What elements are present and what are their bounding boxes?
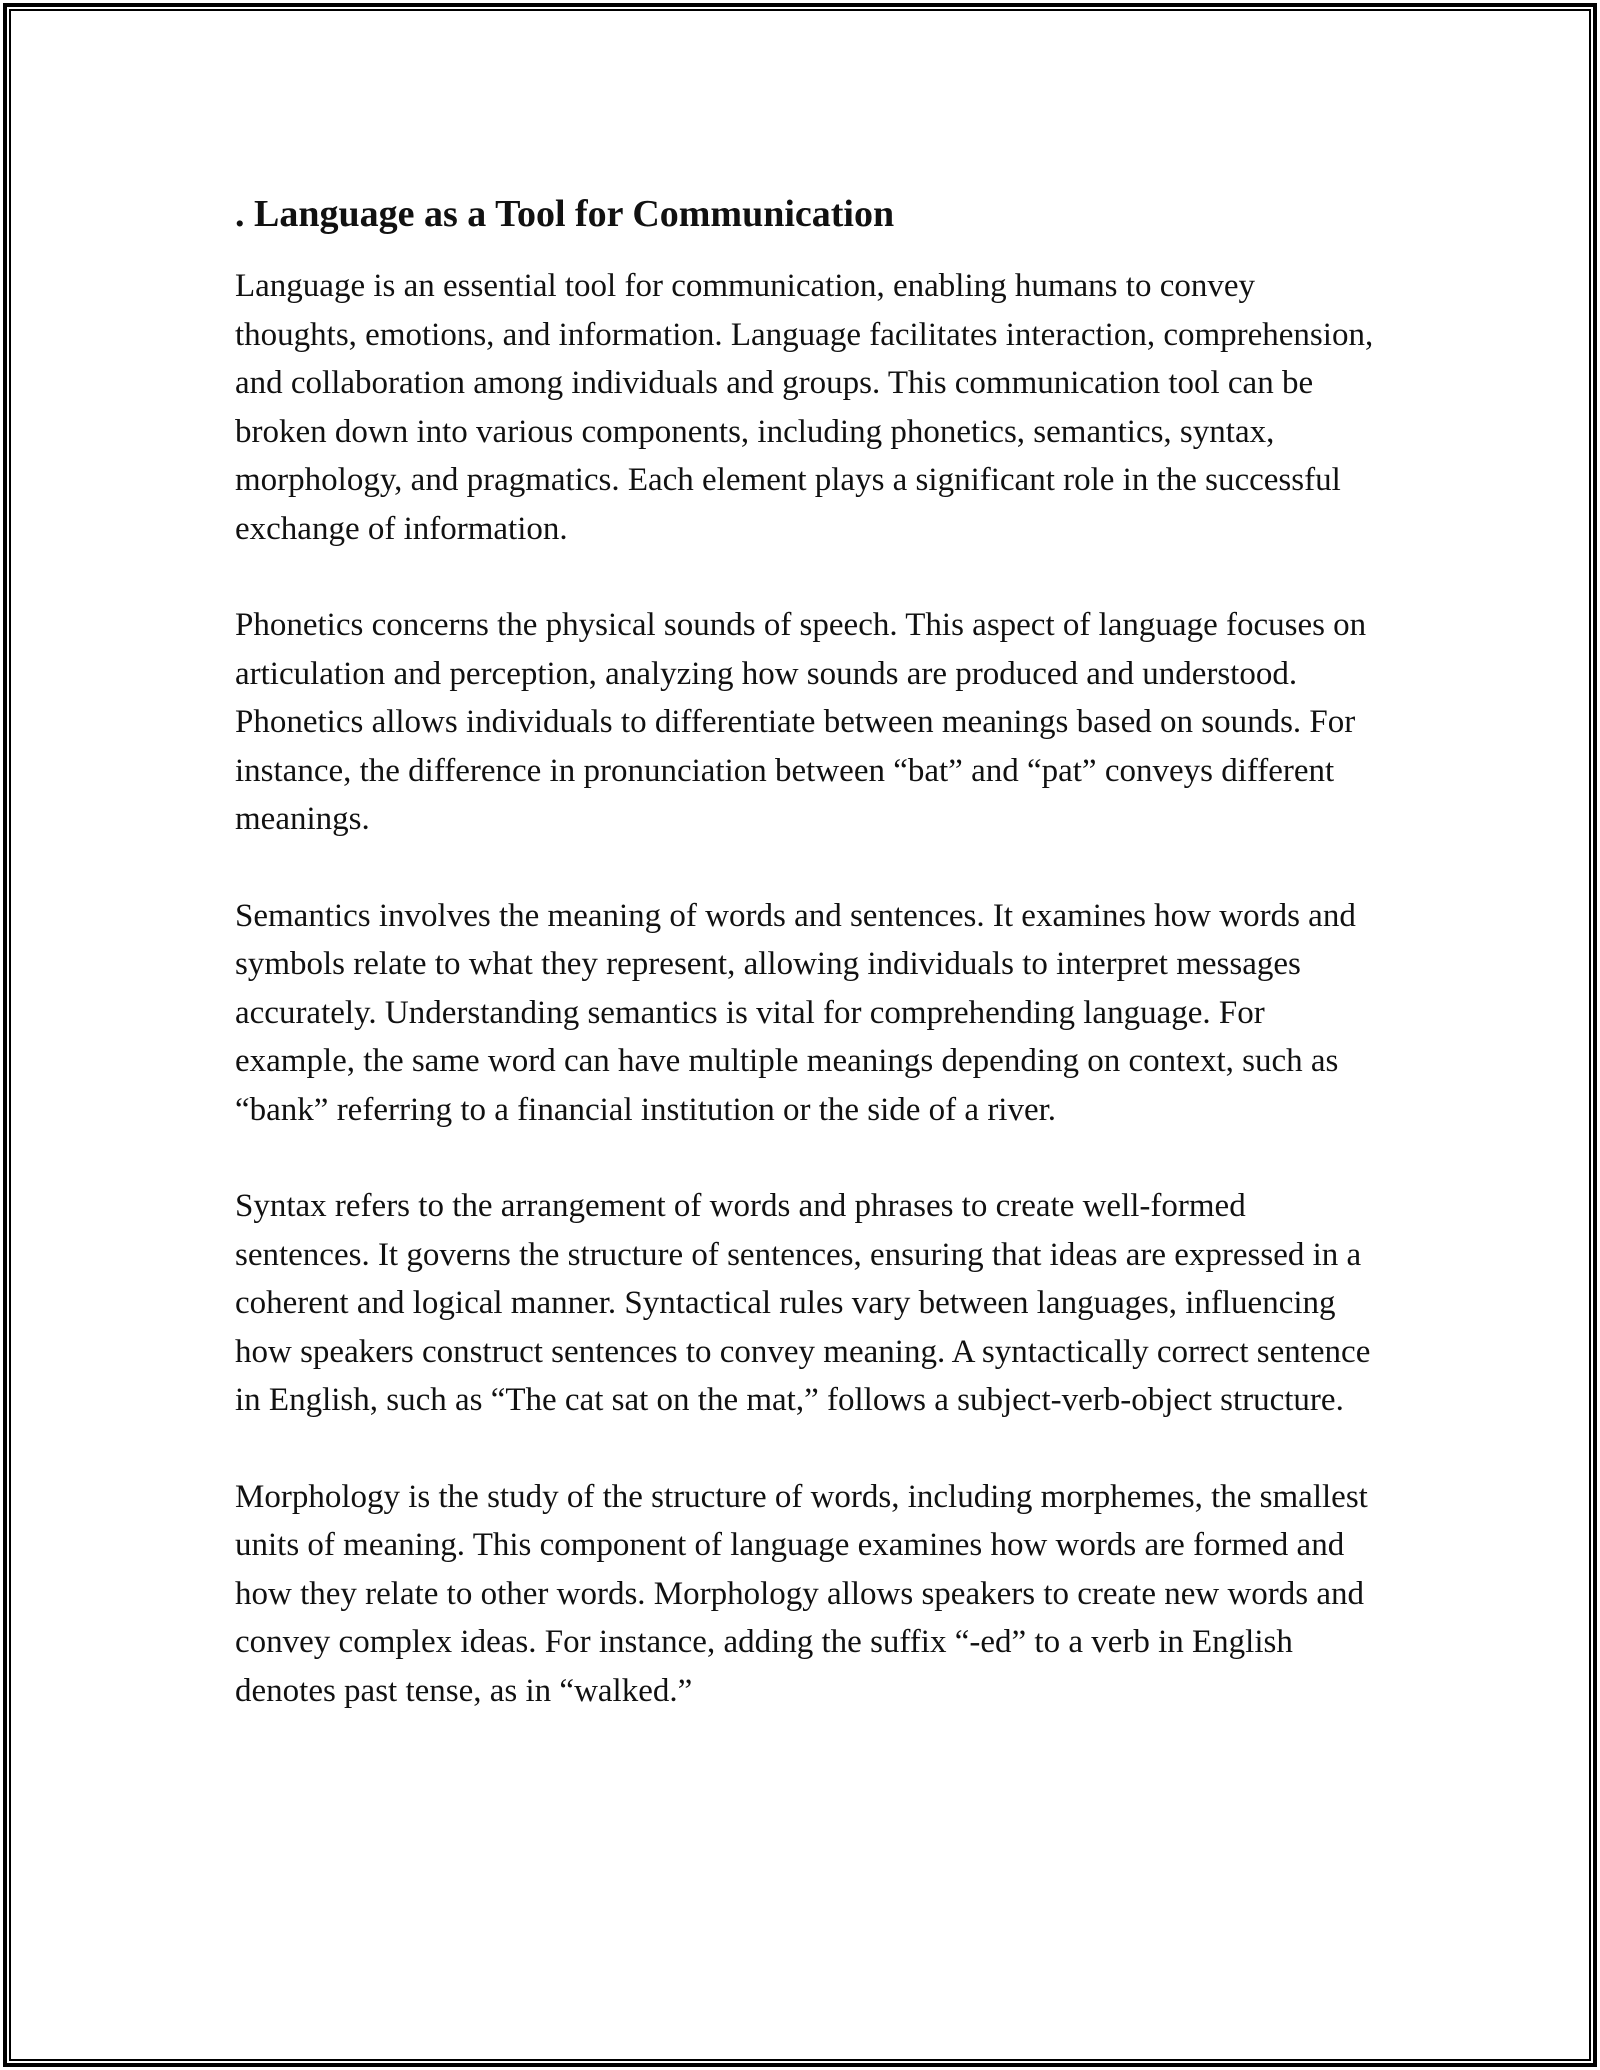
paragraph-morphology: Morphology is the study of the structure of words, including morphemes, the smallest units of meaning. This component of language examines how words are formed and how they relate to other words. Morphology allows speakers to create new words and convey complex ideas. For instance, adding the suffix “-ed” to a verb in English denotes past tense, as in “walked.” [235, 1478, 1368, 1709]
document-body [235, 186, 1375, 1763]
paragraph-syntax: Syntax refers to the arrangement of words and phrases to create well-formed sentences. It governs the structure of sentences, ensuring that ideas are expressed in a coherent and logical manner. Syntactical rules vary between languages, influencing how speakers construct sentences to convey meaning. A syntactically correct sentence in English, such as “The cat sat on the mat,” follows a subject-verb-object structure. [235, 1188, 1371, 1418]
paragraph-semantics: Semantics involves the meaning of words and sentences. It examines how words and symbols relate to what they represent, allowing individuals to interpret messages accurately. Understanding semantics is vital for comprehending language. For example, the same word can have multiple meanings depending on context, such as “bank” referring to a financial institution or the side of a river. [235, 897, 1356, 1128]
paragraph-phonetics: Phonetics concerns the physical sounds of speech. This aspect of language focuses on articulation and perception, analyzing how sounds are produced and understood. Phonetics allows individuals to differentiate between meanings based on sounds. For instance, the difference in pronunciation between “bat” and “pat” conveys different meanings. [235, 607, 1367, 837]
paragraph-intro: Language is an essential tool for communication, enabling humans to convey thoughts, emotions, and information. Language facilitates interaction, comprehension, and collaboration among individuals and groups. This communication tool can be broken down into various components, including phonetics, semantics, syntax, morphology, and pragmatics. Each element plays a significant role in the successful exchange of information. [235, 268, 1374, 547]
section-heading: . Language as a Tool for Communication [235, 193, 895, 235]
